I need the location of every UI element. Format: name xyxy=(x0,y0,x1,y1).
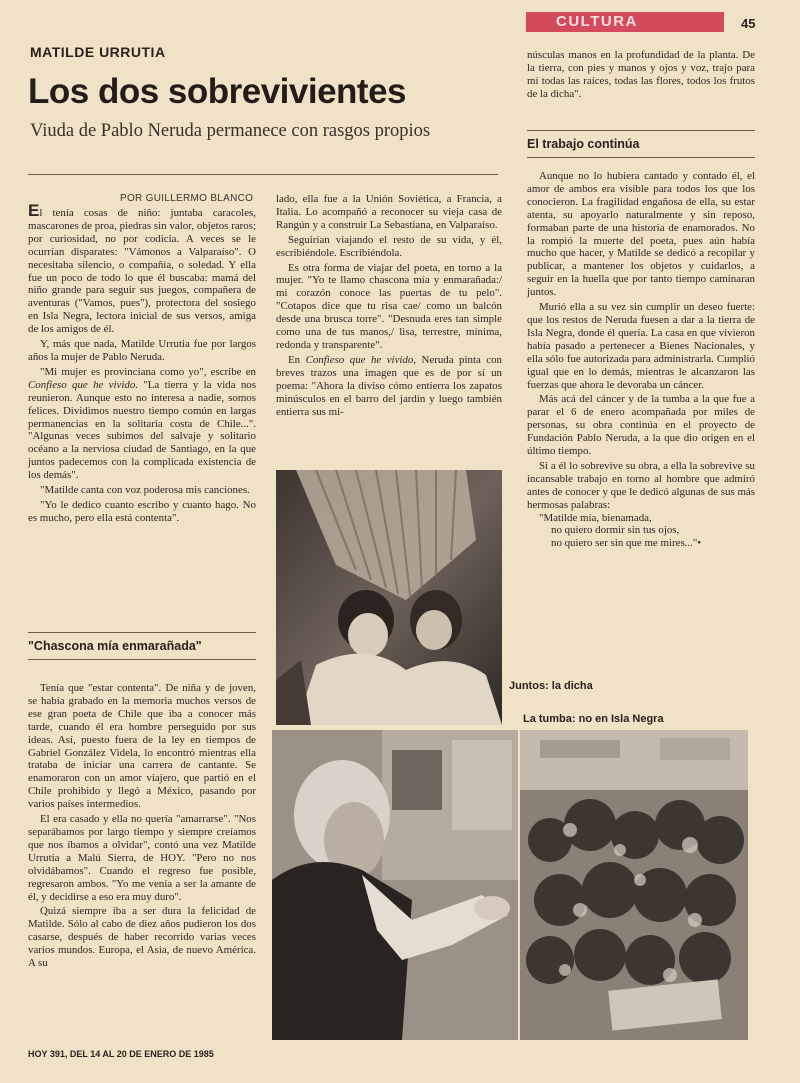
column-1-continued xyxy=(28,682,256,970)
paragraph: Aunque no lo hubiera cantado y contado él, el amor de ambos era visible para todos los que los conocieron. La fragilidad engañosa de ella, su estar atenta, su apoyarlo naturalmente y sin reposo, formaban parte de una historia de enamorados. No la rompió la muerte del poeta, pues aún había mucho que hacer, y Matilde se dedicó a recopilar y publicar, a mantener los objetos y cuidarlos, a seguir en la huella que por tanto tiempo caminaran juntos. xyxy=(527,170,755,299)
column-2 xyxy=(276,193,502,418)
paragraph: Es otra forma de viajar del poeta, en torno a la mujer. "Yo te llamo chascona mía y enmarañada:/ mi corazón conoce las puertas de tu pelo". "Cotapos dice que tu risa cae/ como un balcón desde una brusca torre". "Desnuda eres tan simple como una de tus manos,/ lisa, terrestre, mínima, redonda y transparente". xyxy=(276,261,502,351)
paragraph-text: . "La tierra y la vida nos reunieron. Aunque esto no interesa a nadie, somos felices. Dividimos nuestro tiempo común en largas permanencias en la solitaria costa de Chile...". "Algunas veces subimos del salvaje y solitario océano a la nerviosa ciudad de Santiago, en la que juntos padecemos con la complicada existencia de los demás". xyxy=(28,378,256,482)
photo-tomb xyxy=(520,730,748,1040)
poem-line: no quiero ser sin que me mires..."• xyxy=(551,537,702,550)
page-number: 45 xyxy=(741,16,756,31)
paragraph: Y, más que nada, Matilde Urrutia fue por largos años la mujer de Pablo Neruda. xyxy=(28,338,256,363)
paragraph: lado, ella fue a la Unión Soviética, a Francia, a Italia. Lo acompañó a reconocer su vieja casa de Rangún y a construir La Sebastiana, en Valparaíso. xyxy=(276,193,502,231)
footer-issue-info: HOY 391, DEL 14 AL 20 DE ENERO DE 1985 xyxy=(28,1049,214,1059)
paragraph: Si a él lo sobrevive su obra, a ella la sobrevive su incansable trabajo en torno al hombre que admiró antes de conocer y que le dedicó algunas de sus más hermosas palabras: xyxy=(527,459,755,511)
paragraph: núsculas manos en la profundidad de la planta. De la tierra, con pies y manos y ojos y voz, trajo para mí todas las raíces, todas las flores, todos los frutos de la dicha". xyxy=(527,49,755,100)
section-rule xyxy=(28,659,256,660)
paragraph: "Yo le dedico cuanto escribo y cuanto hago. No es mucho, pero ella está contenta". xyxy=(28,498,256,524)
paragraph: Quizá siempre iba a ser dura la felicidad de Matilde. Sólo al cabo de diez años pudieron los dos casarse, después de haber recorrido varias veces varios mundos. Europa, el Asia, de nuevo América. A su xyxy=(28,905,256,970)
drop-cap: E xyxy=(28,201,40,220)
paragraph-text: "Mi mujer es provinciana como yo", escribe en xyxy=(40,365,256,378)
section-banner xyxy=(526,12,724,32)
paragraph-text: l tenía cosas de niño: juntaba caracoles, mascarones de proa, piedras sin valor, objetos raros; por curiosidad, no por codicia. A veces se le ocurrían disparates: "Vámonos a Valparaíso". O necesitaba silencio, o compañía, o soledad. Y ella fue un poco de todo lo que él buscaba: mamá del niño grande para seguir sus juegos, compañera de aventuras ("Vamos, pues"), protectora del sosiego en Isla Negra, lectora inicial de sus versos, amiga de los amigos de él. xyxy=(28,207,256,336)
photo-couple xyxy=(276,470,502,725)
poem-line: no quiero dormir sin tus ojos, xyxy=(551,524,680,537)
subhead: Viuda de Pablo Neruda permanece con rasgos propios xyxy=(30,121,431,141)
poem-line: "Matilde mía, bienamada, xyxy=(539,511,652,524)
photo-couple-image xyxy=(276,470,502,725)
section-heading: El trabajo continúa xyxy=(527,137,640,151)
column-3-continued xyxy=(527,170,755,550)
paragraph-text: , Neruda pinta con breves trazos una imagen que es de por sí un poema: "Ahora la diviso cómo entierra los zapatos minúsculos en el barro del jardín y luego también entierra sus mi- xyxy=(276,353,502,418)
section-heading: "Chascona mía enmarañada" xyxy=(28,639,202,653)
photo-matilde-image xyxy=(272,730,518,1040)
paragraph: Murió ella a su vez sin cumplir un deseo fuerte: que los restos de Neruda fuesen a dar a la tierra de Isla Negra, donde él quería. La casa en que vivieron había pasado a pertenecer a Bienes Nacionales, y ella sólo fue autorizada para administrarla. Cumplió igual que en lo demás, mientras le alcanzaron las fuerzas que ahora le devoraba un cáncer. xyxy=(527,301,755,391)
paragraph-text: En xyxy=(288,353,306,366)
section-heading-block xyxy=(28,632,256,660)
kicker: MATILDE URRUTIA xyxy=(30,44,166,60)
section-heading-block xyxy=(527,130,755,158)
photo-tomb-image xyxy=(520,730,748,1040)
poem-quote xyxy=(539,512,755,551)
column-1 xyxy=(28,201,256,525)
paragraph xyxy=(276,354,502,419)
section-rule xyxy=(527,157,755,158)
paragraph xyxy=(28,201,256,336)
caption-photo-couple: Juntos: la dicha xyxy=(509,680,593,692)
paragraph: "Matilde canta con voz poderosa mis canciones. xyxy=(40,484,250,497)
paragraph: El era casado y ella no quería "amarrarse". "Nos separábamos por largo tiempo y siempre creíamos que nos íbamos a olvidar", contó una vez Matilde Urrutia a Malú Sierra, de HOY. "Pero no nos olvidábamos". Cuando el regreso fue posible, regresaron ambos. "Yo me venía a ser la amante de él, y decidirse a eso era muy duro". xyxy=(28,813,256,903)
paragraph: Más acá del cáncer y de la tumba a la que fue a parar el 6 de enero acompañada por miles de personas, su obra continúa en el proyecto de Fundación Pablo Neruda, a la que dio origen en el último tiempo. xyxy=(527,393,755,458)
book-title: Confieso que he vivido xyxy=(305,353,414,366)
photo-matilde xyxy=(272,730,518,1040)
paragraph: Tenía que "estar contenta". De niña y de joven, se había grabado en la memoria muchos versos de ese gran poeta de Chile que iba a conocer más tarde, cuando él era hombre perseguido por sus ideas. Así, puesto fuera de la ley en tiempos de Gabriel González Videla, lo encontró mientras ella trataba de iniciar una carrera de cantante. Se enamoraron con un amor viajero, que partió en el Chile prohibido y llegó a México, pasando por varios países intermedios. xyxy=(28,682,256,811)
byline: POR GUILLERMO BLANCO xyxy=(120,193,254,204)
paragraph: Seguirían viajando el resto de su vida, y él, escribiéndole. Escribiéndola. xyxy=(276,233,502,259)
book-title: Confieso que he vivido xyxy=(28,378,136,391)
headline: Los dos sobrevivientes xyxy=(28,72,407,111)
caption-photo-tomb: La tumba: no en Isla Negra xyxy=(523,713,664,725)
column-3 xyxy=(527,49,755,101)
section-banner-label: CULTURA xyxy=(556,13,638,30)
paragraph xyxy=(28,366,256,482)
title-divider xyxy=(28,174,498,175)
